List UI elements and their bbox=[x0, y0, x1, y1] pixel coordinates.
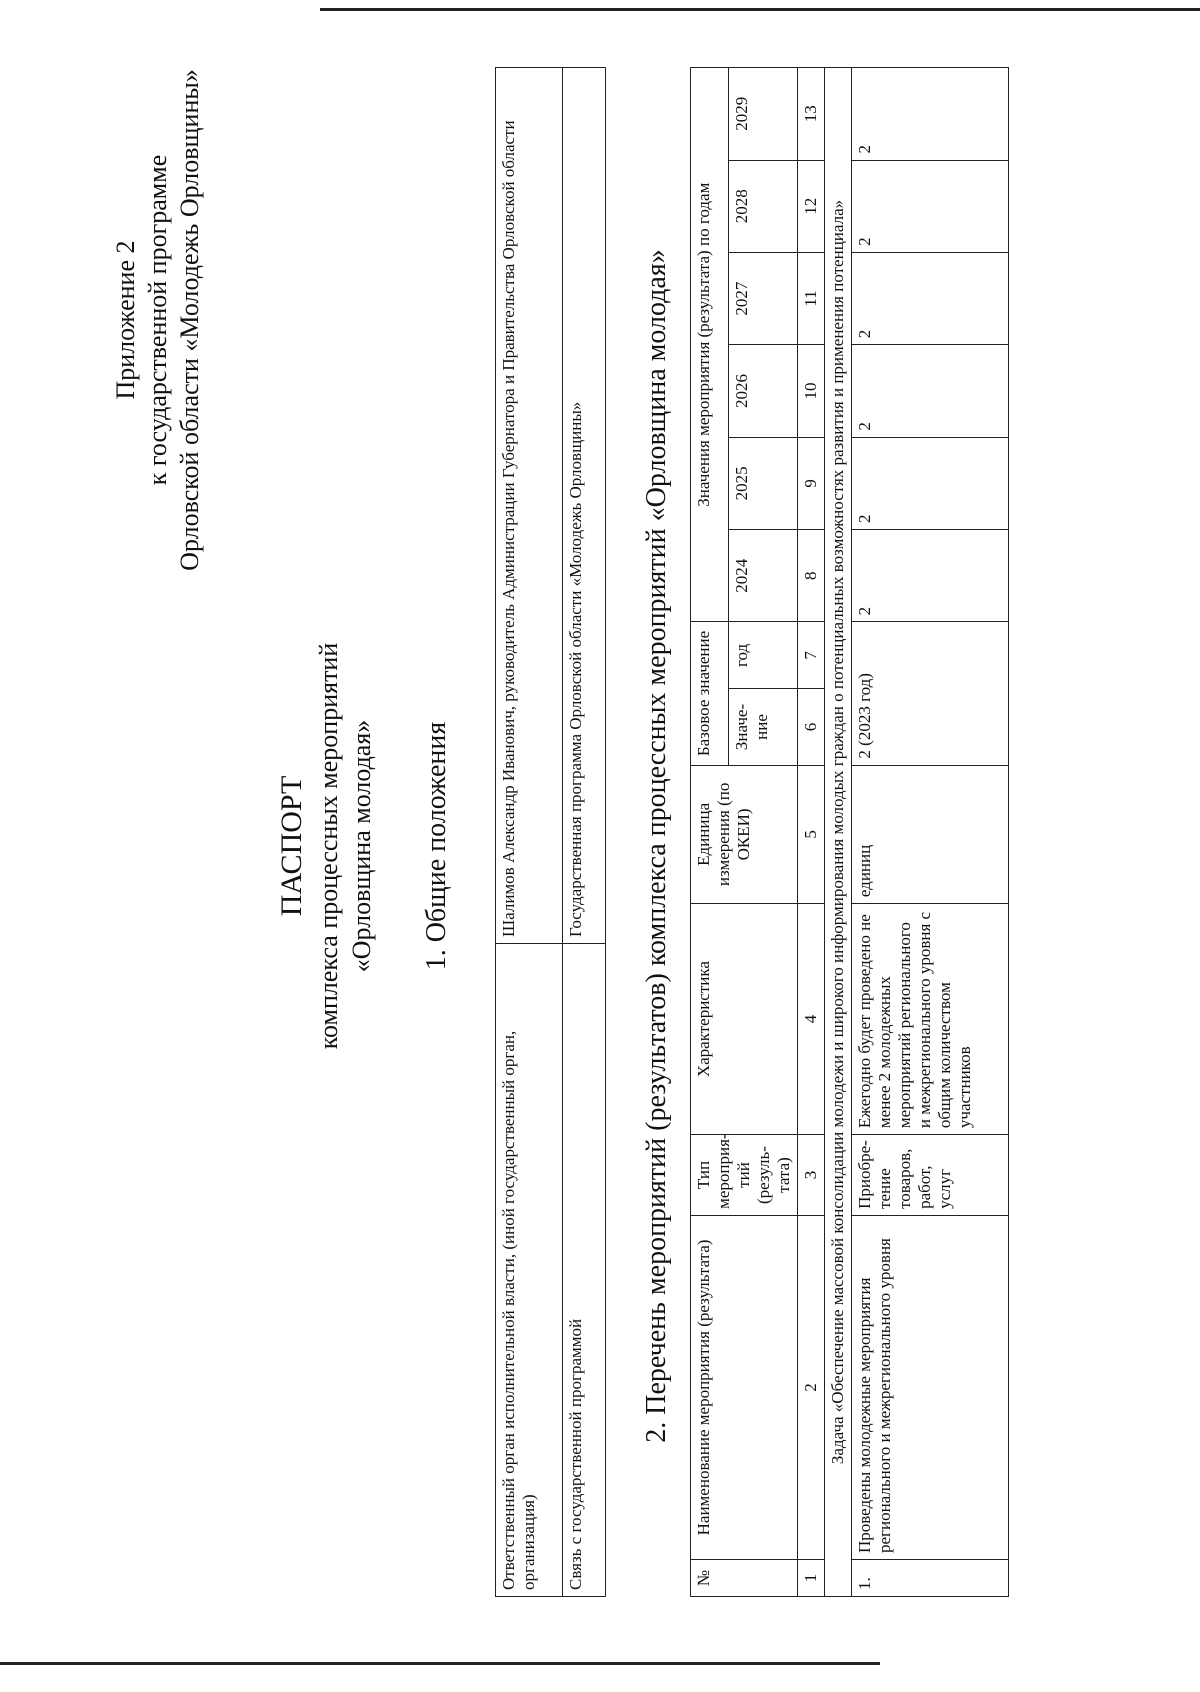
row-2028: 2 bbox=[852, 160, 1009, 252]
col-number: 10 bbox=[798, 345, 825, 437]
row-2029: 2 bbox=[852, 68, 1009, 161]
header-year-2024: 2024 bbox=[729, 530, 798, 622]
passport-subtitle-2: «Орловщина молодая» bbox=[347, 719, 376, 973]
activities-table bbox=[690, 67, 1009, 1597]
col-number: 1 bbox=[798, 1560, 825, 1597]
row-2024: 2 bbox=[852, 530, 1009, 622]
header-no: № bbox=[691, 1560, 798, 1597]
row-no: 1. bbox=[852, 1560, 1009, 1597]
task-row bbox=[825, 68, 852, 1597]
col-number: 13 bbox=[798, 68, 825, 161]
program-link-value: Государственная программа Орловской области «Молодежь Орловщины» bbox=[563, 68, 606, 944]
general-provisions-table bbox=[495, 67, 606, 1597]
col-number: 7 bbox=[798, 622, 825, 689]
responsible-body-label: Ответственный орган исполнительной власти, (иной государственный орган, организация) bbox=[496, 944, 563, 1597]
header-year-2028: 2028 bbox=[729, 160, 798, 252]
col-number: 3 bbox=[798, 1135, 825, 1216]
col-number: 4 bbox=[798, 904, 825, 1135]
row-2027: 2 bbox=[852, 252, 1009, 344]
row-2026: 2 bbox=[852, 345, 1009, 437]
col-number: 12 bbox=[798, 160, 825, 252]
table-row bbox=[852, 68, 1009, 1597]
header-year-2025: 2025 bbox=[729, 437, 798, 529]
annex-line-1: Приложение 2 bbox=[111, 240, 140, 400]
passport-subtitle-1: комплекса процессных мероприятий bbox=[314, 642, 343, 1050]
row-base-value: 2 (2023 год) bbox=[852, 622, 1009, 765]
task-text: Задача «Обеспечение массовой консолидации молодежи и широкого информирования молодых граждан о потенциальных возможностях развития и применения потенциала» bbox=[825, 68, 852, 1597]
col-number: 2 bbox=[798, 1215, 825, 1559]
row-characteristic: Ежегодно будет проведено не менее 2 молодежных мероприятий регионального и межрегионального уровня с общим количеством участников bbox=[852, 904, 1009, 1135]
header-name: Наименование мероприятия (результата) bbox=[691, 1215, 798, 1559]
annex-header bbox=[110, 60, 206, 580]
header-base-value: Значе-ние bbox=[729, 689, 798, 765]
row-unit: единиц bbox=[852, 765, 1009, 904]
row-type: Приобре-тение товаров, работ, услуг bbox=[852, 1135, 1009, 1216]
header-years-title: Значения мероприятия (результата) по годам bbox=[691, 68, 729, 622]
table-header-row bbox=[691, 68, 729, 1597]
annex-line-3: Орловской области «Молодежь Орловщины» bbox=[175, 69, 204, 571]
header-characteristic: Характеристика bbox=[691, 904, 798, 1135]
col-number: 5 bbox=[798, 765, 825, 904]
row-2025: 2 bbox=[852, 437, 1009, 529]
header-type: Тип мероприя-тий (резуль-тата) bbox=[691, 1135, 798, 1216]
annex-line-2: к государственной программе bbox=[143, 154, 172, 486]
col-number: 9 bbox=[798, 437, 825, 529]
col-number: 11 bbox=[798, 252, 825, 344]
header-base-year: год bbox=[729, 622, 798, 689]
table-row bbox=[563, 68, 606, 1597]
section-1-heading: 1. Общие положения bbox=[421, 721, 452, 971]
header-year-2027: 2027 bbox=[729, 252, 798, 344]
responsible-body-value: Шалимов Александр Иванович, руководитель Администрации Губернатора и Правительства Орловской области bbox=[496, 68, 563, 944]
section-2-heading: 2. Перечень мероприятий (результатов) комплекса процессных мероприятий «Орловщина молодая» bbox=[641, 249, 672, 1443]
passport-title: ПАСПОРТ bbox=[275, 775, 308, 917]
program-link-label: Связь с государственной программой bbox=[563, 944, 606, 1597]
header-base: Базовое значение bbox=[691, 622, 729, 765]
column-numbers-row bbox=[798, 68, 825, 1597]
col-number: 6 bbox=[798, 689, 825, 765]
header-year-2026: 2026 bbox=[729, 345, 798, 437]
row-name: Проведены молодежные мероприятия регионального и межрегионального уровня bbox=[852, 1215, 1009, 1559]
table-row bbox=[496, 68, 563, 1597]
col-number: 8 bbox=[798, 530, 825, 622]
header-unit: Единица измерения (по ОКЕИ) bbox=[691, 765, 798, 904]
header-year-2029: 2029 bbox=[729, 68, 798, 161]
